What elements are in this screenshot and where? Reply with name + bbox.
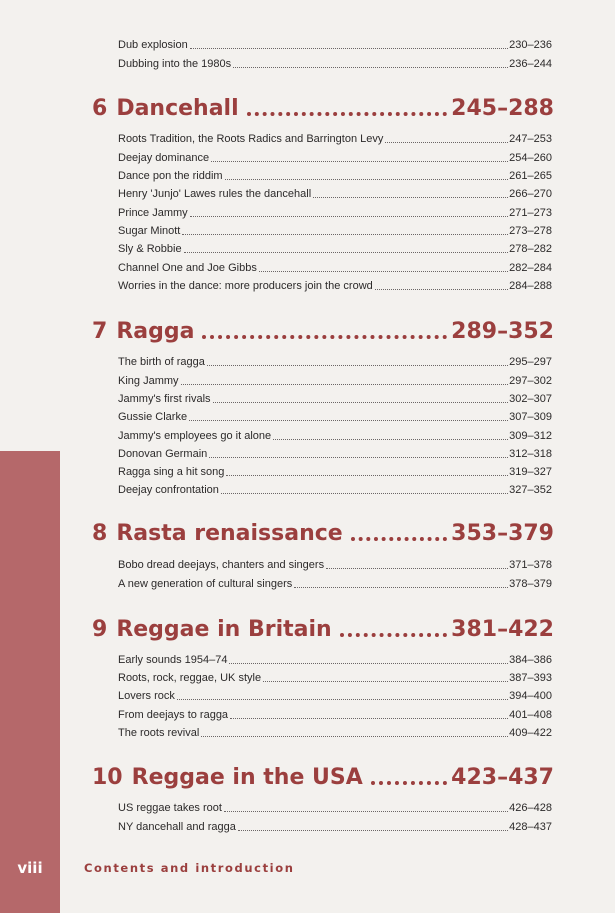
toc-entry (118, 36, 552, 52)
entry-pages: 387–393 (509, 672, 552, 684)
dot-leader (263, 680, 508, 682)
chapter-title: Reggae in the USA (131, 765, 363, 790)
toc-entry (118, 427, 552, 443)
chapter-pages: 423–437 (451, 765, 554, 790)
entry-pages: 282–284 (509, 262, 552, 274)
entry-pages: 319–327 (509, 466, 552, 478)
toc-entry (118, 259, 552, 275)
dot-leader (230, 717, 508, 719)
entry-pages: 273–278 (509, 225, 552, 237)
chapter-title: Rasta renaissance (116, 521, 343, 546)
entry-title: Bobo dread deejays, chanters and singers (118, 559, 325, 571)
toc-entry (118, 556, 552, 572)
toc-entry (118, 222, 552, 238)
dot-leader (201, 735, 508, 737)
chapter-title: Dancehall (116, 96, 239, 121)
toc-entry (118, 130, 552, 146)
entry-pages: 327–352 (509, 484, 552, 496)
entry-title: Deejay confrontation (118, 484, 219, 496)
entry-pages: 378–379 (509, 578, 552, 590)
toc-entry (118, 240, 552, 256)
toc-entry (118, 167, 552, 183)
entry-title: Sly & Robbie (118, 243, 182, 255)
running-footer: Contents and introduction (84, 861, 295, 875)
entry-title: Worries in the dance: more producers join the crowd (118, 280, 373, 292)
entry-title: Ragga sing a hit song (118, 466, 225, 478)
entry-pages: 284–288 (509, 280, 552, 292)
toc-entry (118, 669, 552, 685)
dot-leader (190, 47, 508, 49)
dot-leader (184, 251, 509, 253)
entry-title: NY dancehall and ragga (118, 821, 236, 833)
entry-pages: 371–378 (509, 559, 552, 571)
toc-entry (118, 575, 552, 591)
entry-title: Jammy's employees go it alone (118, 430, 272, 442)
entry-pages: 394–400 (509, 690, 552, 702)
toc-entry (118, 372, 552, 388)
entry-pages: 261–265 (509, 170, 552, 182)
dot-leader (207, 364, 508, 366)
dot-leader (238, 829, 508, 831)
entry-title: Roots, rock, reggae, UK style (118, 672, 262, 684)
toc-entry (118, 277, 552, 293)
page-number: viii (17, 859, 43, 877)
entry-pages: 309–312 (509, 430, 552, 442)
toc-entry (118, 204, 552, 220)
entry-title: Sugar Minott (118, 225, 181, 237)
toc-entry (118, 353, 552, 369)
dot-leader (294, 586, 508, 588)
toc-entry (118, 55, 552, 71)
dot-leader (209, 456, 508, 458)
chapter-number: 6 (92, 96, 108, 121)
dot-leader (177, 698, 508, 700)
toc-entry (118, 799, 552, 815)
entry-title: Henry 'Junjo' Lawes rules the dancehall (118, 188, 312, 200)
chapter-number: 10 (92, 765, 123, 790)
dot-leader (190, 215, 508, 217)
toc-entry (118, 724, 552, 740)
chapter-heading (92, 516, 554, 546)
chapter-heading (92, 91, 554, 121)
entry-title: Dubbing into the 1980s (118, 58, 232, 70)
dot-leader (189, 419, 508, 421)
dot-leader (385, 141, 508, 143)
entry-title: Lovers rock (118, 690, 175, 702)
chapter-number: 7 (92, 319, 108, 344)
dot-leader (229, 662, 508, 664)
sidebar-band (0, 451, 60, 913)
dot-leader (202, 333, 447, 339)
chapter-number: 8 (92, 521, 108, 546)
entry-title: US reggae takes root (118, 802, 222, 814)
chapter-title: Ragga (116, 319, 195, 344)
entry-pages: 401–408 (509, 709, 552, 721)
entry-title: Channel One and Joe Gibbs (118, 262, 257, 274)
toc-entry (118, 706, 552, 722)
chapter-heading (92, 612, 554, 642)
entry-pages: 426–428 (509, 802, 552, 814)
dot-leader (226, 474, 508, 476)
chapter-heading (92, 314, 554, 344)
entry-pages: 254–260 (509, 152, 552, 164)
entry-pages: 236–244 (509, 58, 552, 70)
entry-pages: 302–307 (509, 393, 552, 405)
dot-leader (233, 66, 508, 68)
toc-entry (118, 818, 552, 834)
entry-title: The birth of ragga (118, 356, 205, 368)
dot-leader (259, 270, 508, 272)
entry-title: Early sounds 1954–74 (118, 654, 228, 666)
dot-leader (313, 196, 508, 198)
entry-title: A new generation of cultural singers (118, 578, 293, 590)
entry-title: Deejay dominance (118, 152, 210, 164)
dot-leader (371, 779, 447, 785)
entry-title: Gussie Clarke (118, 411, 188, 423)
toc-entry (118, 149, 552, 165)
entry-pages: 312–318 (509, 448, 552, 460)
entry-pages: 307–309 (509, 411, 552, 423)
toc-entry (118, 687, 552, 703)
entry-pages: 428–437 (509, 821, 552, 833)
chapter-pages: 289–352 (451, 319, 554, 344)
chapter-pages: 381–422 (451, 617, 554, 642)
entry-pages: 266–270 (509, 188, 552, 200)
dot-leader (247, 110, 448, 116)
toc-entry (118, 408, 552, 424)
entry-title: Dance pon the riddim (118, 170, 223, 182)
chapter-pages: 245–288 (451, 96, 554, 121)
dot-leader (224, 810, 508, 812)
dot-leader (221, 492, 508, 494)
toc-entry (118, 463, 552, 479)
entry-pages: 230–236 (509, 39, 552, 51)
toc-entry (118, 390, 552, 406)
dot-leader (181, 383, 509, 385)
dot-leader (351, 535, 447, 541)
dot-leader (375, 288, 508, 290)
dot-leader (211, 160, 508, 162)
toc-entry (118, 481, 552, 497)
toc-entry (118, 445, 552, 461)
chapter-number: 9 (92, 617, 108, 642)
entry-pages: 384–386 (509, 654, 552, 666)
entry-title: Roots Tradition, the Roots Radics and Barrington Levy (118, 133, 384, 145)
dot-leader (340, 631, 447, 637)
dot-leader (182, 233, 508, 235)
chapter-heading (92, 760, 554, 790)
entry-title: Prince Jammy (118, 207, 188, 219)
chapter-pages: 353–379 (451, 521, 554, 546)
dot-leader (225, 178, 509, 180)
entry-title: King Jammy (118, 375, 179, 387)
entry-title: Jammy's first rivals (118, 393, 211, 405)
chapter-title: Reggae in Britain (116, 617, 332, 642)
entry-pages: 278–282 (509, 243, 552, 255)
entry-pages: 409–422 (509, 727, 552, 739)
entry-title: Donovan Germain (118, 448, 208, 460)
dot-leader (273, 438, 508, 440)
entry-pages: 271–273 (509, 207, 552, 219)
entry-pages: 247–253 (509, 133, 552, 145)
entry-title: The roots revival (118, 727, 200, 739)
dot-leader (213, 401, 509, 403)
entry-title: Dub explosion (118, 39, 188, 51)
toc-entry (118, 185, 552, 201)
toc-entry (118, 651, 552, 667)
entry-pages: 297–302 (509, 375, 552, 387)
entry-pages: 295–297 (509, 356, 552, 368)
dot-leader (326, 567, 508, 569)
entry-title: From deejays to ragga (118, 709, 229, 721)
